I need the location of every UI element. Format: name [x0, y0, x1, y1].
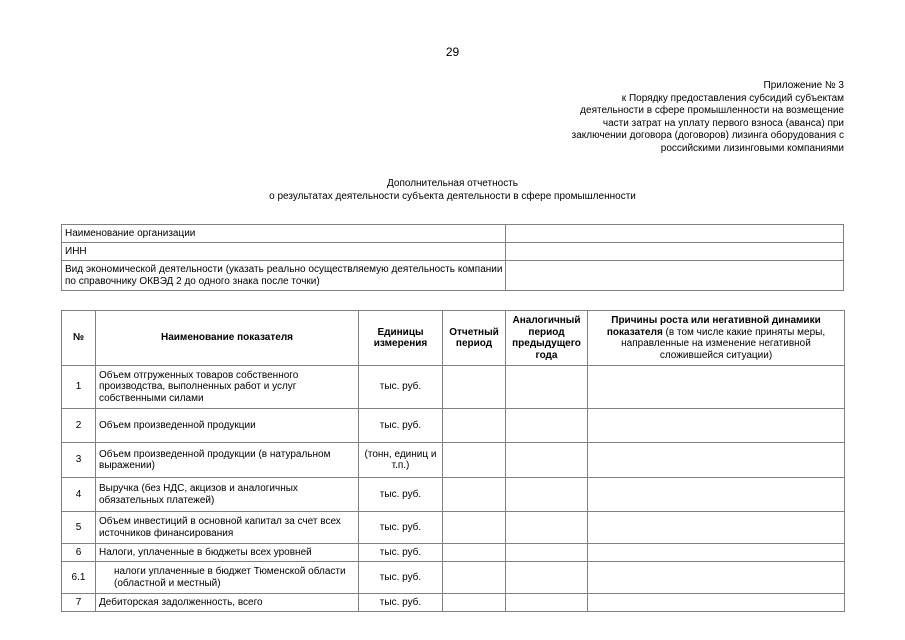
activity-value-cell[interactable]: [506, 261, 844, 291]
reasons-cell[interactable]: [588, 562, 845, 594]
prev-value-cell[interactable]: [506, 366, 588, 409]
organization-table: [61, 224, 844, 291]
header-prev-period: Аналогичный период предыдущего года: [506, 311, 588, 366]
report-value-cell[interactable]: [443, 594, 506, 612]
inn-value-cell[interactable]: [506, 243, 844, 261]
activity-label: Вид экономической деятельности (указать реально осуществляемую деятельность компании по справочнику ОКВЭД 2 до одного знака после точки): [62, 261, 506, 291]
reasons-cell[interactable]: [588, 443, 845, 478]
title-line-1: Дополнительная отчетность: [387, 178, 518, 189]
title-line-2: о результатах деятельности субъекта деятельности в сфере промышленности: [269, 191, 636, 202]
row-num: 1: [62, 366, 96, 409]
document-title: [0, 177, 905, 203]
reasons-cell[interactable]: [588, 409, 845, 443]
row-unit: тыс. руб.: [359, 409, 443, 443]
row-name: Объем инвестиций в основной капитал за счет всех источников финансирования: [96, 512, 359, 544]
header-row: [62, 311, 845, 366]
header-reasons-bold: Причины роста или негативной динамики показателя: [606, 315, 821, 338]
row-name: Объем произведенной продукции (в натуральном выражении): [96, 443, 359, 478]
reasons-cell[interactable]: [588, 544, 845, 562]
row-num: 5: [62, 512, 96, 544]
inn-row: [62, 243, 844, 261]
prev-value-cell[interactable]: [506, 409, 588, 443]
reasons-cell[interactable]: [588, 512, 845, 544]
header-report-period: Отчетный период: [443, 311, 506, 366]
report-value-cell[interactable]: [443, 544, 506, 562]
annex-block: [524, 80, 844, 156]
table-row: [62, 594, 845, 612]
row-unit: (тонн, единиц и т.п.): [359, 443, 443, 478]
indicators-table: [61, 310, 845, 612]
row-name: Налоги, уплаченные в бюджеты всех уровней: [96, 544, 359, 562]
reasons-cell[interactable]: [588, 366, 845, 409]
header-num: №: [62, 311, 96, 366]
org-name-label: Наименование организации: [62, 225, 506, 243]
row-unit: тыс. руб.: [359, 366, 443, 409]
row-name: Дебиторская задолженность, всего: [96, 594, 359, 612]
header-name: Наименование показателя: [96, 311, 359, 366]
prev-value-cell[interactable]: [506, 562, 588, 594]
table-row: [62, 478, 845, 512]
row-num: 3: [62, 443, 96, 478]
report-value-cell[interactable]: [443, 443, 506, 478]
header-reasons-normal: (в том числе какие приняты меры, направленные на изменение негативной сложившейся ситуации): [621, 326, 826, 361]
row-name: налоги уплаченные в бюджет Тюменской области (областной и местный): [96, 562, 359, 594]
table-row: [62, 562, 845, 594]
reasons-cell[interactable]: [588, 478, 845, 512]
row-num: 6: [62, 544, 96, 562]
row-unit: тыс. руб.: [359, 562, 443, 594]
prev-value-cell[interactable]: [506, 478, 588, 512]
report-value-cell[interactable]: [443, 512, 506, 544]
annex-line: к Порядку предоставления субсидий субъектам: [621, 92, 844, 104]
row-unit: тыс. руб.: [359, 544, 443, 562]
activity-row: [62, 261, 844, 291]
row-unit: тыс. руб.: [359, 594, 443, 612]
prev-value-cell[interactable]: [506, 594, 588, 612]
row-num: 4: [62, 478, 96, 512]
row-unit: тыс. руб.: [359, 512, 443, 544]
annex-line: заключении договора (договоров) лизинга оборудования с: [571, 130, 844, 142]
table-row: [62, 443, 845, 478]
annex-line: Приложение № 3: [763, 80, 844, 91]
row-num: 2: [62, 409, 96, 443]
table-row: [62, 544, 845, 562]
row-name: Объем произведенной продукции: [96, 409, 359, 443]
prev-value-cell[interactable]: [506, 443, 588, 478]
report-value-cell[interactable]: [443, 478, 506, 512]
row-unit: тыс. руб.: [359, 478, 443, 512]
header-units: Единицы измерения: [359, 311, 443, 366]
annex-line: деятельности в сфере промышленности на возмещение: [580, 105, 844, 117]
report-value-cell[interactable]: [443, 562, 506, 594]
page-number: 29: [445, 45, 460, 59]
table-row: [62, 409, 845, 443]
org-name-value-cell[interactable]: [506, 225, 844, 243]
row-num: 6.1: [62, 562, 96, 594]
inn-label: ИНН: [62, 243, 506, 261]
table-row: [62, 366, 845, 409]
row-num: 7: [62, 594, 96, 612]
table-row: [62, 512, 845, 544]
prev-value-cell[interactable]: [506, 512, 588, 544]
row-name: Объем отгруженных товаров собственного производства, выполненных работ и услуг собственными силами: [96, 366, 359, 409]
annex-line: российскими лизинговыми компаниями: [660, 142, 844, 154]
report-value-cell[interactable]: [443, 366, 506, 409]
prev-value-cell[interactable]: [506, 544, 588, 562]
reasons-cell[interactable]: [588, 594, 845, 612]
report-value-cell[interactable]: [443, 409, 506, 443]
org-name-row: [62, 225, 844, 243]
annex-line: части затрат на уплату первого взноса (аванса) при: [602, 117, 844, 129]
row-name: Выручка (без НДС, акцизов и аналогичных обязательных платежей): [96, 478, 359, 512]
header-reasons: [588, 311, 845, 366]
